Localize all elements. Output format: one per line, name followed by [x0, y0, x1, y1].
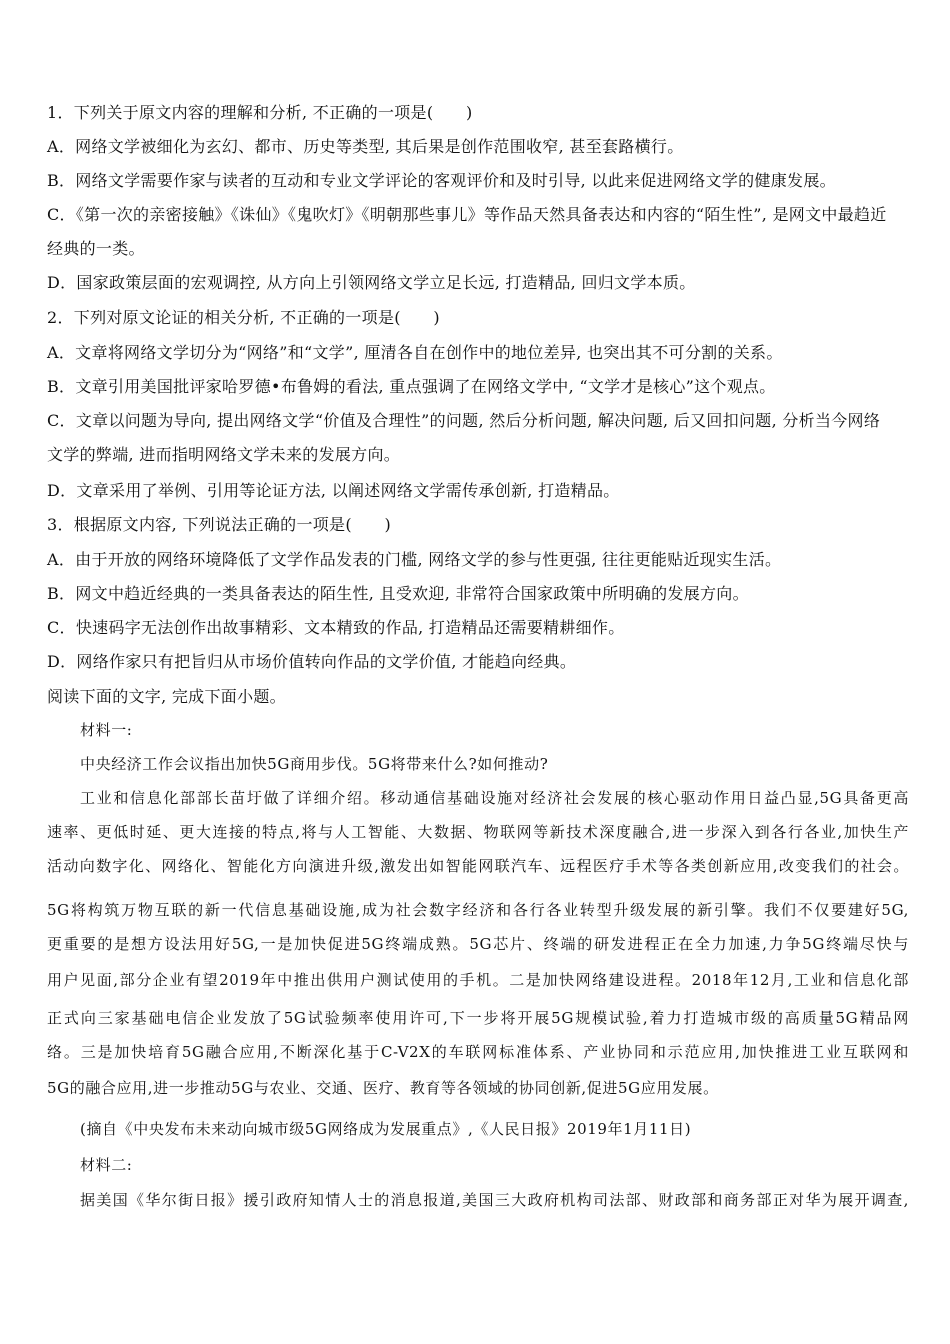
- question-1-option-b: B．网络文学需要作家与读者的互动和专业文学评论的客观评价和及时引导, 以此来促进网络文学的健康发展。: [47, 171, 836, 190]
- material-1-label: 材料一:: [80, 721, 133, 739]
- question-3-option-a: A．由于开放的网络环境降低了文学作品发表的门槛, 网络文学的参与性更强, 往往更能贴近现实生活。: [47, 550, 782, 569]
- material-1-line: 5G将构筑万物互联的新一代信息基础设施,成为社会数字经济和各行各业转型升级发展的新引擎。我们不仅要建好5G,: [47, 901, 909, 919]
- question-2-option-c-line-1: C．文章以问题为导向, 提出网络文学“价值及合理性”的问题, 然后分析问题, 解决问题, 后又回扣问题, 分析当今网络: [47, 411, 881, 430]
- question-1-option-d: D．国家政策层面的宏观调控, 从方向上引领网络文学立足长远, 打造精品, 回归文学本质。: [47, 273, 696, 292]
- question-3-option-d: D．网络作家只有把旨归从市场价值转向作品的文学价值, 才能趋向经典。: [47, 652, 577, 671]
- question-2-option-b: B．文章引用美国批评家哈罗德•布鲁姆的看法, 重点强调了在网络文学中, “文学才是核心”这个观点。: [47, 377, 776, 396]
- material-1-line: 用户见面,部分企业有望2019年中推出供用户测试使用的手机。二是加快网络建设进程。2018年12月,工业和信息化部: [47, 971, 909, 989]
- question-1-option-c-line-2: 经典的一类。: [47, 239, 145, 258]
- material-1-line: 速率、更低时延、更大连接的特点,将与人工智能、大数据、物联网等新技术深度融合,进一步深入到各行各业,加快生产: [47, 823, 909, 841]
- question-2-option-c-line-2: 文学的弊端, 进而指明网络文学未来的发展方向。: [47, 445, 401, 464]
- question-2-option-d: D．文章采用了举例、引用等论证方法, 以阐述网络文学需传承创新, 打造精品。: [47, 481, 620, 500]
- question-3-stem: 3．根据原文内容, 下列说法正确的一项是( ): [47, 515, 392, 534]
- question-1-stem: 1．下列关于原文内容的理解和分析, 不正确的一项是( ): [47, 103, 473, 122]
- question-1-option-c-line-1: C．《第一次的亲密接触》《诛仙》《鬼吹灯》《明朝那些事儿》等作品天然具备表达和内容的“陌生性”, 是网文中最趋近: [47, 205, 887, 224]
- material-1-line: 正式向三家基础电信企业发放了5G试验频率使用许可,下一步将开展5G规模试验,着力打造城市级的高质量5G精品网: [47, 1009, 909, 1027]
- reading-instruction: 阅读下面的文字, 完成下面小题。: [47, 687, 286, 706]
- material-1-line: 工业和信息化部部长苗圩做了详细介绍。移动通信基础设施对经济社会发展的核心驱动作用日益凸显,5G具备更高: [80, 789, 909, 807]
- question-1-option-c: [47, 198, 917, 266]
- question-1-option-a: A．网络文学被细化为玄幻、都市、历史等类型, 其后果是创作范围收窄, 甚至套路横行。: [47, 137, 684, 156]
- question-2-option-c: [47, 404, 917, 472]
- question-2-option-a: A．文章将网络文学切分为“网络”和“文学”, 厘清各自在创作中的地位差异, 也突出其不可分割的关系。: [47, 343, 783, 362]
- question-2-stem: 2．下列对原文论证的相关分析, 不正确的一项是( ): [47, 308, 440, 327]
- material-2-label: 材料二:: [80, 1156, 133, 1174]
- question-3-option-b: B．网文中趋近经典的一类具备表达的陌生性, 且受欢迎, 非常符合国家政策中所明确的发展方向。: [47, 584, 749, 603]
- material-2-line: 据美国《华尔街日报》援引政府知情人士的消息报道,美国三大政府机构司法部、财政部和商务部正对华为展开调查,: [80, 1191, 909, 1209]
- material-1-intro: 中央经济工作会议指出加快5G商用步伐。5G将带来什么?如何推动?: [80, 755, 549, 773]
- material-1-line: 5G的融合应用,进一步推动5G与农业、交通、医疗、教育等各领域的协同创新,促进5G应用发展。: [47, 1079, 719, 1097]
- material-1-line: 活动向数字化、网络化、智能化方向演进升级,激发出如智能网联汽车、远程医疗手术等各类创新应用,改变我们的社会。: [47, 857, 909, 875]
- question-3-option-c: C．快速码字无法创作出故事精彩、文本精致的作品, 打造精品还需要精耕细作。: [47, 618, 625, 637]
- material-1-line: 更重要的是想方设法用好5G,一是加快促进5G终端成熟。5G芯片、终端的研发进程正在全力加速,力争5G终端尽快与: [47, 935, 909, 953]
- material-1-source: (摘自《中央发布未来动向城市级5G网络成为发展重点》,《人民日报》2019年1月11日): [80, 1120, 692, 1138]
- material-1-line: 络。三是加快培育5G融合应用,不断深化基于C-V2X的车联网标准体系、产业协同和示范应用,加快推进工业互联网和: [47, 1043, 909, 1061]
